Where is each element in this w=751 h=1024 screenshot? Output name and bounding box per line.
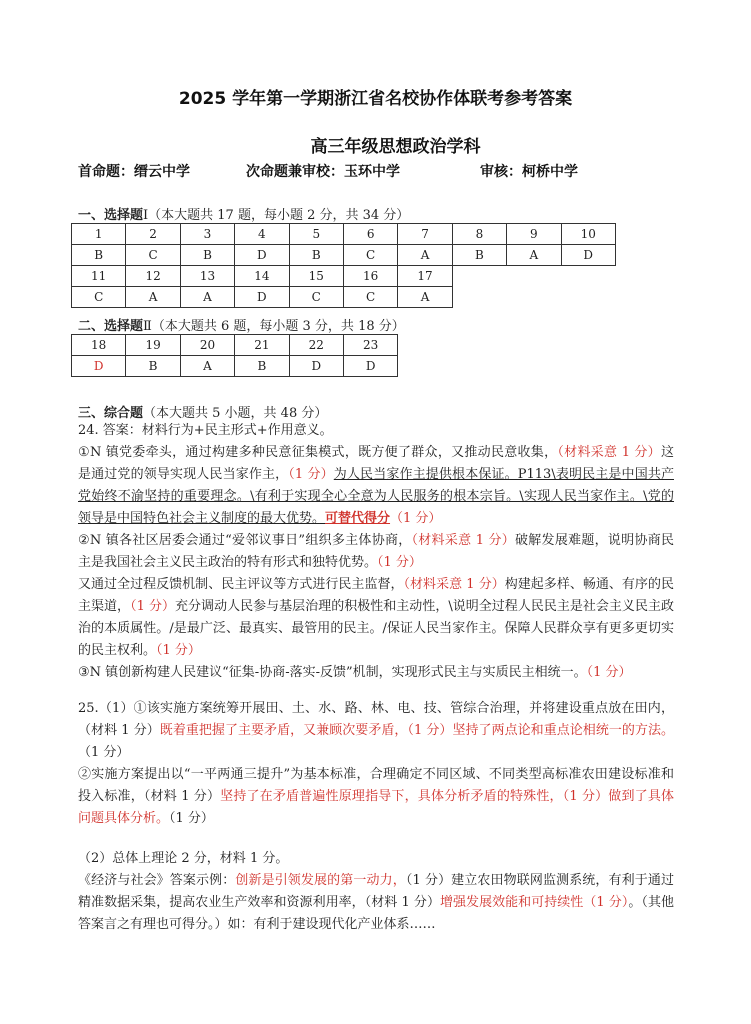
table-cell: 3 (180, 224, 234, 245)
section-3-head: 三、综合题 (78, 406, 144, 421)
table-cell: A (398, 287, 452, 308)
table-cell: 9 (507, 224, 561, 245)
table-cell: 13 (180, 266, 234, 287)
table-cell: B (452, 245, 506, 266)
table-cell: 20 (180, 335, 234, 356)
first-setter: 首命题：缙云中学 (78, 164, 190, 180)
table-cell: A (507, 245, 561, 266)
section-1-roman: Ⅰ (143, 208, 149, 223)
q24-point-2: ②N 镇各社区居委会通过“爱邻议事日”组织多主体协商，（材料采意 1 分）破解发展难题，说明协商民主是我国社会主义民主政治的特有形式和独特优势。（1 分） (78, 533, 674, 570)
table-cell: C (126, 245, 180, 266)
table-cell: D (235, 287, 289, 308)
table-row (72, 335, 398, 356)
question-25-part-2 (78, 848, 674, 936)
second-setter: 次命题兼审校：玉环中学 (246, 164, 400, 180)
table-row (72, 356, 398, 377)
table-cell: 10 (561, 224, 615, 245)
table-cell: D (289, 356, 343, 377)
section-1-head: 一、选择题 (78, 208, 144, 223)
q25-part-2-example: 《经济与社会》答案示例：创新是引领发展的第一动力，（1 分）建立农田物联网监测系统，有利于通过精准数据采集，提高农业生产效率和资源利用率，（材料 1 分）增强发展效能和可持续性（1 分）。（其他答案言之有理也可得分。）如：有利于建设现代化产业体系…… (78, 873, 674, 932)
answer-table-2 (71, 334, 398, 377)
table-cell: B (235, 356, 289, 377)
table-row (72, 266, 616, 287)
table-cell: B (180, 245, 234, 266)
table-cell: B (126, 356, 180, 377)
section-3-heading (78, 402, 327, 421)
table-cell: C (289, 287, 343, 308)
table-cell: 15 (289, 266, 343, 287)
q24-point-4: ③N 镇创新构建人民建议“征集-协商-落实-反馈”机制，实现形式民主与实质民主相统一。（1 分） (78, 665, 632, 680)
section-2-desc: （本大题共 6 题，每小题 3 分，共 18 分） (151, 319, 405, 334)
table-cell: D (235, 245, 289, 266)
table-cell: B (72, 245, 126, 266)
table-cell: 11 (72, 266, 126, 287)
table-cell: B (289, 245, 343, 266)
table-cell: A (126, 287, 180, 308)
section-1-heading (78, 204, 409, 223)
table-cell: 2 (126, 224, 180, 245)
q25-point-1: 25.（1）①该实施方案统筹开展田、土、水、路、林、电、技、管综合治理，并将建设重点放在田内，（材料 1 分）既着重把握了主要矛盾，又兼顾次要矛盾，（1 分）坚持了两点论和重点论相统一的方法。（1 分） (78, 701, 674, 760)
question-24-answer (78, 420, 674, 684)
section-2-roman: Ⅱ (143, 319, 152, 334)
reviewer: 审核：柯桥中学 (480, 164, 578, 180)
table-cell: 21 (235, 335, 289, 356)
table-cell: 7 (398, 224, 452, 245)
table-cell: A (398, 245, 452, 266)
page-title: 2025 学年第一学期浙江省名校协作体联考参考答案 (178, 89, 573, 109)
section-1-desc: （本大题共 17 题，每小题 2 分，共 34 分） (148, 208, 410, 223)
table-cell: D (343, 356, 397, 377)
section-2-heading (78, 315, 405, 334)
table-cell: C (72, 287, 126, 308)
table-cell: 4 (235, 224, 289, 245)
table-cell: 6 (343, 224, 397, 245)
table-cell: C (343, 287, 397, 308)
question-25-part-1 (78, 698, 674, 830)
answer-table-1 (71, 223, 616, 308)
table-cell: 16 (343, 266, 397, 287)
table-cell: A (180, 356, 234, 377)
table-cell: 14 (235, 266, 289, 287)
table-cell: 17 (398, 266, 452, 287)
table-row (72, 245, 616, 266)
section-3-desc: （本大题共 5 小题，共 48 分） (143, 406, 328, 421)
table-row (72, 224, 616, 245)
table-cell: D (72, 356, 126, 377)
table-cell: 23 (343, 335, 397, 356)
table-cell: A (180, 287, 234, 308)
q24-point-1: ①N 镇党委牵头，通过构建多种民意征集模式，既方便了群众，又推动民意收集，（材料采意 1 分）这是通过党的领导实现人民当家作主，（1 分）为人民当家作主提供根本保证。P113\表明民主是中国共产党始终不渝坚持的重要理念。\有利于实现全心全意为人民服务的根本宗旨。\实现人民当家作主。\党的领导是中国特色社会主义制度的最大优势。可替代得分（1 分） (78, 445, 674, 526)
q25-part-2-intro: （2）总体上理论 2 分，材料 1 分。 (78, 851, 289, 866)
table-cell: 8 (452, 224, 506, 245)
table-cell: D (561, 245, 615, 266)
table-cell: 19 (126, 335, 180, 356)
table-cell: 1 (72, 224, 126, 245)
table-cell: C (343, 245, 397, 266)
table-cell: 22 (289, 335, 343, 356)
table-row (72, 287, 616, 308)
table-cell: 18 (72, 335, 126, 356)
table-cell: 12 (126, 266, 180, 287)
table-cell: 5 (289, 224, 343, 245)
section-2-head: 二、选择题 (78, 319, 144, 334)
q24-intro: 24. 答案：材料行为+民主形式+作用意义。 (78, 423, 333, 438)
q25-point-2: ②实施方案提出以“一平两通三提升”为基本标准，合理确定不同区域、不同类型高标准农田建设标准和投入标准，（材料 1 分）坚持了在矛盾普遍性原理指导下，具体分析矛盾的特殊性，（1 分）做到了具体问题具体分析。（1 分） (78, 767, 674, 826)
page-subtitle: 高三年级思想政治学科 (310, 137, 481, 157)
q24-point-3: 又通过全过程反馈机制、民主评议等方式进行民主监督，（材料采意 1 分）构建起多样、畅通、有序的民主渠道，（1 分）充分调动人民参与基层治理的积极性和主动性，\说明全过程人民民主是社会主义民主政治的本质属性。/是最广泛、最真实、最管用的民主。/保证人民当家作主。保障人民群众享有更多更切实的民主权利。（1 分） (78, 577, 674, 658)
